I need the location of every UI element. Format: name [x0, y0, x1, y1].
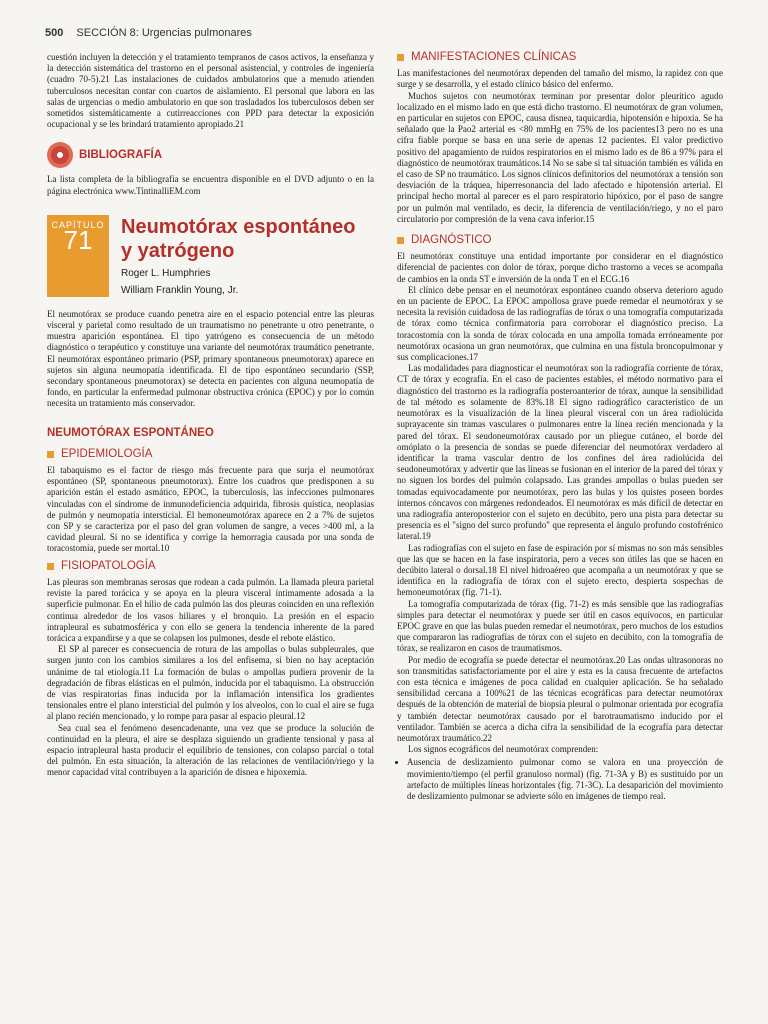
chapter-label: CAPÍTULO: [51, 219, 105, 230]
diagnosis-p2: El clínico debe pensar en el neumotórax espontáneo cuando observa deterioro agudo en un paciente de EPOC. La EPOC ampollosa grave puede remedar el neumotórax y se necesita la revisión cuidadosa de las radiografías de tórax o una tomografía computarizada de tórax como técnica confirmatoria para corroborar el diagnóstico preciso. La toracostomía con la sonda de tórax colocada en una ampolla tomada erróneamente por neumotórax ocasiona un gran neumotórax, que culmina en una fístula broncopulmonar y sus complicaciones.17: [397, 284, 723, 363]
physiopathology-heading: [47, 561, 374, 572]
diagnosis-heading: [397, 235, 723, 246]
left-column: [47, 52, 374, 779]
diagnosis-p1: El neumotórax constituye una entidad importante por considerar en el diagnóstico diferencial de pacientes con dolor de tórax, porque dicho trastorno a veces se acompaña de cambios en la onda ST e inversión de la onda T en el ECG.16: [397, 251, 723, 284]
diagnosis-heading-text: DIAGNÓSTICO: [411, 234, 492, 247]
epidemiology-text: El tabaquismo es el factor de riesgo más frecuente para que surja el neumotórax espontáneo (SP, spontaneous pneumotorax). Entre los cuadros que predisponen a su aparición están el estado asmático, EPOC, la tuberculosis, las infecciones pulmonares vinculadas con el síndrome de inmunodeficiencia adquirida, fibrosis quística, neoplasias de pulmón y neumopatía intersticial. El hemoneumotórax aparece en 2 a 7% de sujetos con SP y se caracteriza por el paso del gran volumen de sangre, a veces >400 ml, a la cavidad pleural. Si no se identifica y corrige la hemorragia causada por una sonda de toracostomía, puede ser mortal.10: [47, 465, 374, 554]
main-heading: NEUMOTÓRAX ESPONTÁNEO: [47, 426, 214, 439]
section-title: SECCIÓN 8: Urgencias pulmonares: [76, 27, 252, 39]
physiopathology-p3: Sea cual sea el fenómeno desencadenante, una vez que se produce la solución de continuidad en la pleura, el aire se desplaza siguiendo un gradiente tensional y pasa al espacio intrapleural hasta producir el equilibrio de tensiones, con colapso parcial o total del pulmón. En esta situación, la alteración de las relaciones de ventilación/riego y la menor capacidad vital contribuyen a la aparición de disnea e hipoxemia.: [47, 722, 374, 778]
diagnosis-p3: Las modalidades para diagnosticar el neumotórax son la radiografía corriente de tórax, CT de tórax y ecografía. En el caso de pacientes estables, el método normativo para el diagnóstico del trastorno es la radiografía posteroanterior de tórax, aunque la sensibilidad de tal método es solamente de 83%.18 El signo radiográfico característico de un neumotórax es la visualización de la línea pleural visceral con un área radiolúcida suprayacente sin tramas vasculares o pulmonares entre la línea recién mencionada y la pared del tórax. El seudoneumotórax causado por un pliegue cutáneo, el borde del omóplato o la presencia de sondas se puede diferenciar del neumotórax verdadero al identificar la trama vascular dentro de los confines del área radiolúcida del seudoneumotórax y advertir que las líneas se fusionan en el interior de la pared del tórax y no siguen los bordes del pulmón colapsado. Las grandes ampollas o bulas pueden ser tomadas equivocadamente por neumotórax, pero las bulas y los quistes poseen bordes internos cóncavos con márgenes redondeados. El neumotórax es más difícil de detectar en una radiografía anteroposterior con el sujeto en decúbito, pero una pista para detectar su presencia es el "signo del surco profundo" que representa el ángulo profundo costofrénico lateral.19: [397, 363, 723, 542]
manifestations-heading: [397, 52, 723, 63]
diagnosis-p7: Los signos ecográficos del neumotórax comprenden:: [408, 744, 599, 755]
intro-paragraph: cuestión incluyen la detección y el tratamiento tempranos de casos activos, la enseñanza y la detección sistemática del trastorno en el personal asistencial, y controles de ingeniería (cuadro 70-5).21 Las instalaciones de cuidados ambulatorios que a menudo atienden tuberculosos necesitan contar con cuartos de aislamiento. El personal que labora en las salas de urgencias o medio ambulatorio en que son trasladados los tuberculosos deben ser sometidos sistemáticamente a cutirreacciones con PPD para detectar la exposición ocupacional y se les brindará tratamiento apropiado.21: [47, 52, 374, 130]
bibliography-section: [47, 142, 374, 168]
bullet-square-icon: [397, 237, 404, 244]
chapter-title-line1: Neumotórax espontáneo: [121, 215, 356, 238]
physiopathology-p1: Las pleuras son membranas serosas que rodean a cada pulmón. La llamada pleura parietal reviste la pared torácica y se apoya en la pleura visceral íntimamente adosada a la superficie pulmonar. En el hilio de cada pulmón las dos pleuras coinciden en una reflexión continua alrededor de los vasos hiliares y el bronquio. La presión en el espacio intrapleural es subatmosférica y con ello se genera la tendencia inherente de la pared torácica a expandirse y a que se colapsen los pulmones, desde el rebote elástico.: [47, 576, 374, 643]
chapter-intro: El neumotórax se produce cuando penetra aire en el espacio potencial entre las pleuras visceral y parietal como resultado de un traumatismo no penetrante u otro penetrante, o muestra aparición espontánea. El tipo yatrógeno es consecuencia de un método diagnóstico o terapéutico y constituye una variante del neumotórax traumático penetrante. El neumotórax espontáneo primario (PSP, primary spontaneous pneumotorax) aparece en sujetos sin alguna neumopatía identificada. El de tipo espontáneo secundario (SSP, secondary spontaneous pneumotorax) se detecta en pacientes con alguna neumopatía de fondo, en particular la enfermedad pulmonar obstructiva crónica (EPOC) y por lo común necesita un tratamiento más conservador.: [47, 308, 374, 409]
bullet-square-icon: [47, 451, 54, 458]
author-2: William Franklin Young, Jr.: [121, 284, 239, 296]
chapter-title-line2: y yatrógeno: [121, 239, 235, 262]
running-header: [45, 27, 252, 39]
author-1: Roger L. Humphries: [121, 267, 211, 279]
diagnosis-p4: Las radiografías con el sujeto en fase de espiración por sí mismas no son más sensibles que las que se hacen en la fase inspiratoria, pero a veces son útiles las que se hacen en decúbito lateral o dorsal.18 El nivel hidroaéreo que acompaña a un neumotórax y que se identifica en la radiografía de tórax con el sujeto erecto, despierta sospechas de hemoneumotórax (fig. 71-1).: [397, 542, 723, 598]
bullet-square-icon: [47, 563, 54, 570]
bibliography-heading: BIBLIOGRAFÍA: [79, 148, 163, 161]
chapter-number: 71: [63, 225, 93, 256]
dvd-icon: [47, 142, 73, 168]
chapter-title-block: [121, 215, 355, 297]
physiopathology-p2: El SP al parecer es consecuencia de rotura de las ampollas o bulas subpleurales, que surgen junto con los cambios similares a los del enfisema, si bien no hay aceptación unánime de tal etiología.11 La formación de bulas o ampollas pudiera provenir de la degradación de fibras elásticas en el pulmón, inducida por el tabaquismo. La obstrucción de vías respiratorias finas inducida por la inflamación intensifica los gradientes tensionales entre el plano intersticial del pulmón y los alveolos, con lo cual el aire se fuga al plano recién mencionado, y lo rompe para pasar al espacio pleural.12: [47, 644, 374, 722]
epidemiology-heading: [47, 449, 374, 460]
page-number: 500: [45, 27, 64, 39]
ultrasound-signs-list: [397, 757, 723, 802]
diagnosis-p6: Por medio de ecografía se puede detectar el neumotórax.20 Las ondas ultrasonoras no son transmitidas satisfactoriamente por el aire y esta es la causa frecuente de artefactos con esta técnica e imágenes de poca calidad en cualquier aplicación. Se ha señalado sensibilidad cercana a 100%21 de las técnicas ecográficas para detectar neumotórax después de la obtención de material de biopsia pleural o pulmonar orientada por ecografía y también detectar neumotórax causado por el barotraumatismo inducido por el ventilador. También se acerca a dicha cifra la sensibilidad de la ecografía para detectar neumotórax traumático.22: [397, 654, 723, 743]
chapter-header: [47, 215, 374, 297]
physiopathology-heading-text: FISIOPATOLOGÍA: [61, 559, 156, 572]
manifestations-p1: Las manifestaciones del neumotórax dependen del tamaño del mismo, la rapidez con que surge y se desarrolla, y el estado clínico básico del enfermo.: [397, 68, 723, 90]
bibliography-text: La lista completa de la bibliografía se encuentra disponible en el DVD adjunto o en la página electrónica www.TintinalliEM.com: [47, 174, 374, 196]
manifestations-p2: Muchos sujetos con neumotórax terminan por presentar dolor pleurítico agudo localizado en el mismo lado en que está dicho trastorno. El neumotórax de gran volumen, en particular en sujetos con EPOC, causa disnea, taquicardia, hipotensión e hipoxia. Se ha señalado que la Pao2 arterial es <80 mmHg en 75% de los pacientes13 pero no es una cifra fiable porque se basa en una serie de apenas 12 pacientes. El valor predictivo positivo del apagamiento de ruidos respiratorios en el mismo lado es de 86 a 97% para el diagnóstico de neumotórax traumáticos.14 No se sabe si tal situación también es válida en el caso de SP no traumático. Los signos clínicos definitorios del neumotórax a tensión son desviación de la tráquea, hiperresonancia del lado afectado e hipotensión arterial. El principal hecho mortal al parecer es el paro respiratorio hipóxico, por el paso de sangre por un pulmón mal ventilado, es decir, la diferencia de ventilación/riego, y no el paro circulatorio por compresión de la vena cava inferior.15: [397, 90, 723, 224]
diagnosis-p5: La tomografía computarizada de tórax (fig. 71-2) es más sensible que las radiografías simples para detectar el neumotórax y puede ser útil en casos equívocos, en particular EPOC grave en que las bulas pueden remedar el neumotórax, pero muchos de los estudios que compararon las radiografías de tórax con el sujeto en decúbito, con la tomografía de tórax, se realizaron en casos de traumatismos.: [397, 598, 723, 654]
list-item: • Ausencia de deslizamiento pulmonar como se valora en una proyección de movimiento/tiempo (el perfil granuloso normal) (fig. 71-3A y B) es sustituido por un artefacto de múltiples líneas horizontales (fig. 71-3C). La desaparición del movimiento de deslizamiento pulmonar se advierte sólo en imágenes de tiempo real.: [407, 757, 723, 802]
chapter-badge: [47, 215, 109, 297]
right-column: [397, 52, 723, 802]
bullet-square-icon: [397, 54, 404, 61]
epidemiology-heading-text: EPIDEMIOLOGÍA: [61, 447, 153, 460]
manifestations-heading-text: MANIFESTACIONES CLÍNICAS: [411, 51, 577, 63]
